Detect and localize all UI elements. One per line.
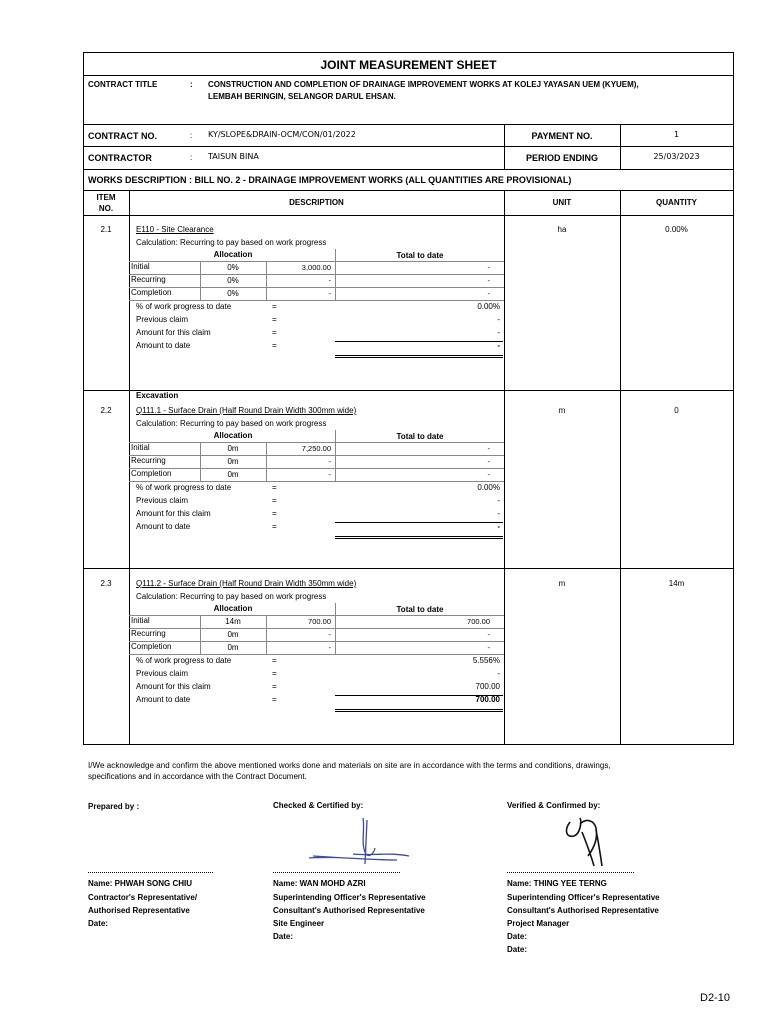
contract-no-value: KY/SLOPE&DRAIN-OCM/CON/01/2022 xyxy=(208,130,356,139)
summary-rule xyxy=(335,522,503,523)
summary-label: % of work progress to date xyxy=(136,483,232,492)
calc-note: Calculation: Recurring to pay based on work progress xyxy=(136,592,327,601)
summary-eq: = xyxy=(272,509,277,518)
item-quantity: 14m xyxy=(668,579,685,588)
payment-no-label: PAYMENT NO. xyxy=(531,131,593,141)
alloc-row-percent: 0% xyxy=(227,276,239,285)
alloc-row-percent: 0% xyxy=(227,289,239,298)
summary-value: - xyxy=(497,522,500,531)
alloc-row-amount: - xyxy=(328,457,331,466)
page-reference: D2-10 xyxy=(700,992,730,1004)
header-item-no-2: NO. xyxy=(98,204,114,213)
alloc-row-amount: 7,250.00 xyxy=(301,444,331,453)
sheet-title: JOINT MEASUREMENT SHEET xyxy=(320,58,497,72)
alloc-row-label: Initial xyxy=(131,443,150,452)
signature-thing-yee-terng xyxy=(560,812,610,870)
item-no: 2.3 xyxy=(100,579,112,588)
alloc-row-total: - xyxy=(487,444,490,453)
summary-double-rule xyxy=(335,536,503,537)
summary-label: Amount for this claim xyxy=(136,509,211,518)
summary-label: % of work progress to date xyxy=(136,302,232,311)
header-quantity: QUANTITY xyxy=(656,198,697,207)
acknowledgement-line2: specifications and in accordance with the Contract Document. xyxy=(88,772,307,781)
summary-value: - xyxy=(497,341,500,350)
summary-value: 0.00% xyxy=(477,302,500,311)
alloc-grid-line xyxy=(129,654,504,655)
verified-by-heading: Verified & Confirmed by: xyxy=(507,801,601,810)
alloc-row-amount: - xyxy=(328,643,331,652)
alloc-row-amount: - xyxy=(328,289,331,298)
verified-date-1: Date: xyxy=(507,932,528,941)
alloc-row-amount: - xyxy=(328,276,331,285)
item-no: 2.1 xyxy=(100,225,112,234)
item-name: Q111.2 - Surface Drain (Half Round Drain Width 350mm wide) xyxy=(136,579,357,588)
alloc-row-percent: 0m xyxy=(227,630,239,639)
allocation-header: Allocation xyxy=(213,250,253,259)
alloc-row-total: - xyxy=(487,470,490,479)
verified-name: Name: THING YEE TERNG xyxy=(507,879,607,888)
verified-role-2: Consultant's Authorised Representative xyxy=(507,906,659,915)
alloc-row-total: - xyxy=(487,276,490,285)
summary-label: Amount for this claim xyxy=(136,328,211,337)
summary-double-rule xyxy=(335,357,503,358)
alloc-grid-line xyxy=(129,641,504,642)
alloc-row-amount: 3,000.00 xyxy=(301,263,331,272)
summary-label: Previous claim xyxy=(136,669,189,678)
period-ending-label: PERIOD ENDING xyxy=(525,153,598,163)
calc-note: Calculation: Recurring to pay based on work progress xyxy=(136,238,327,247)
alloc-row-percent: 0m xyxy=(227,643,239,652)
alloc-grid-line xyxy=(129,274,504,275)
item-unit: m xyxy=(558,579,566,588)
alloc-row-label: Initial xyxy=(131,262,150,271)
alloc-row-total: - xyxy=(487,643,490,652)
summary-eq: = xyxy=(272,315,277,324)
alloc-grid-line xyxy=(129,455,504,456)
alloc-row-label: Recurring xyxy=(131,456,166,465)
summary-value: - xyxy=(497,315,500,324)
works-description: WORKS DESCRIPTION : BILL NO. 2 - DRAINAGE IMPROVEMENT WORKS (ALL QUANTITIES ARE PROVISIONAL) xyxy=(88,175,572,185)
summary-value: - xyxy=(497,669,500,678)
summary-double-rule xyxy=(335,711,503,712)
alloc-grid-line xyxy=(129,468,504,469)
summary-value: - xyxy=(497,496,500,505)
alloc-row-percent: 0m xyxy=(227,470,239,479)
summary-label: % of work progress to date xyxy=(136,656,232,665)
alloc-row-amount: - xyxy=(328,630,331,639)
summary-label: Amount for this claim xyxy=(136,682,211,691)
verified-role-1: Superintending Officer's Representative xyxy=(507,893,660,902)
allocation-header: Allocation xyxy=(213,604,253,613)
alloc-row-total: - xyxy=(487,630,490,639)
item-quantity: 0.00% xyxy=(665,225,688,234)
summary-eq: = xyxy=(272,496,277,505)
summary-eq: = xyxy=(272,656,277,665)
summary-value: 700.00 xyxy=(475,695,500,704)
contract-title-label: CONTRACT TITLE xyxy=(88,80,158,89)
checked-by-heading: Checked & Certified by: xyxy=(273,801,364,810)
alloc-grid-line xyxy=(129,615,504,616)
summary-label: Amount to date xyxy=(136,522,191,531)
payment-no-value: 1 xyxy=(673,130,680,139)
prepared-by-heading: Prepared by : xyxy=(88,802,140,811)
summary-double-rule xyxy=(335,709,503,710)
alloc-row-percent: 0m xyxy=(227,457,239,466)
summary-label: Previous claim xyxy=(136,315,189,324)
alloc-row-percent: 0% xyxy=(227,263,239,272)
item-name: Q111.1 - Surface Drain (Half Round Drain Width 300mm wide) xyxy=(136,406,357,415)
verified-date-2: Date: xyxy=(507,945,528,954)
item-unit: ha xyxy=(557,225,567,234)
total-to-date-header: Total to date xyxy=(396,605,444,614)
summary-label: Amount to date xyxy=(136,695,191,704)
alloc-row-label: Recurring xyxy=(131,629,166,638)
summary-rule xyxy=(335,695,503,696)
summary-eq: = xyxy=(272,695,277,704)
summary-eq: = xyxy=(272,302,277,311)
checked-role-2: Consultant's Authorised Representative xyxy=(273,906,425,915)
summary-eq: = xyxy=(272,483,277,492)
item-heading: Excavation xyxy=(136,391,179,400)
prepared-role-2: Authorised Representative xyxy=(88,906,190,915)
alloc-row-total: - xyxy=(487,289,490,298)
summary-double-rule xyxy=(335,538,503,539)
contract-no-label: CONTRACT NO. xyxy=(88,131,157,141)
alloc-grid-line xyxy=(129,481,504,482)
calc-note: Calculation: Recurring to pay based on work progress xyxy=(136,419,327,428)
prepared-name: Name: PHWAH SONG CHIU xyxy=(88,879,193,888)
prepared-role-1: Contractor's Representative/ xyxy=(88,893,198,902)
signature-wan-mohd-azri xyxy=(305,812,415,870)
item-name: E110 - Site Clearance xyxy=(136,225,214,234)
alloc-grid-line xyxy=(129,287,504,288)
summary-eq: = xyxy=(272,682,277,691)
alloc-row-total: - xyxy=(487,263,490,272)
alloc-row-label: Completion xyxy=(131,288,172,297)
contractor-label: CONTRACTOR xyxy=(88,153,152,163)
summary-value: 5.556% xyxy=(472,656,500,665)
checked-name: Name: WAN MOHD AZRI xyxy=(273,879,366,888)
summary-eq: = xyxy=(272,328,277,337)
summary-label: Amount to date xyxy=(136,341,191,350)
header-unit: UNIT xyxy=(552,198,572,207)
summary-rule xyxy=(335,341,503,342)
alloc-row-amount: 700.00 xyxy=(308,617,331,626)
summary-value: - xyxy=(497,328,500,337)
contract-title-line2: LEMBAH BERINGIN, SELANGOR DARUL EHSAN. xyxy=(208,92,396,101)
verified-sign-line xyxy=(507,872,634,873)
contractor-colon: : xyxy=(190,153,193,162)
item-no: 2.2 xyxy=(100,406,112,415)
item-quantity: 0 xyxy=(674,406,679,415)
header-description: DESCRIPTION xyxy=(289,198,344,207)
alloc-grid-line xyxy=(129,442,504,443)
checked-role-1: Superintending Officer's Representative xyxy=(273,893,426,902)
alloc-row-label: Completion xyxy=(131,469,172,478)
alloc-row-percent: 0m xyxy=(227,444,239,453)
verified-role-3: Project Manager xyxy=(507,919,570,928)
contract-no-colon: : xyxy=(190,131,193,140)
contractor-value: TAISUN BINA xyxy=(208,152,259,161)
period-ending-value: 25/03/2023 xyxy=(653,152,700,161)
item-unit: m xyxy=(558,406,566,415)
alloc-row-percent: 14m xyxy=(225,617,241,626)
summary-eq: = xyxy=(272,341,277,350)
header-item-no-1: ITEM xyxy=(96,193,116,202)
prepared-sign-line xyxy=(88,872,213,873)
alloc-grid-line xyxy=(129,628,504,629)
alloc-grid-line xyxy=(129,300,504,301)
prepared-date: Date: xyxy=(88,919,109,928)
allocation-header: Allocation xyxy=(213,431,253,440)
summary-eq: = xyxy=(272,522,277,531)
alloc-row-amount: - xyxy=(328,470,331,479)
summary-label: Previous claim xyxy=(136,496,189,505)
total-to-date-header: Total to date xyxy=(396,251,444,260)
alloc-row-total: 700.00 xyxy=(467,617,490,626)
summary-value: - xyxy=(497,509,500,518)
total-to-date-header: Total to date xyxy=(396,432,444,441)
summary-value: 700.00 xyxy=(475,682,500,691)
alloc-row-label: Recurring xyxy=(131,275,166,284)
checked-sign-line xyxy=(273,872,400,873)
contract-title-colon: : xyxy=(190,80,193,89)
alloc-row-total: - xyxy=(487,457,490,466)
summary-eq: = xyxy=(272,669,277,678)
contract-title-line1: CONSTRUCTION AND COMPLETION OF DRAINAGE IMPROVEMENT WORKS AT KOLEJ YAYASAN UEM (KYUEM), xyxy=(208,80,639,89)
summary-double-rule xyxy=(335,355,503,356)
checked-role-3: Site Engineer xyxy=(273,919,325,928)
alloc-row-label: Initial xyxy=(131,616,150,625)
checked-date: Date: xyxy=(273,932,294,941)
summary-value: 0.00% xyxy=(477,483,500,492)
alloc-row-label: Completion xyxy=(131,642,172,651)
alloc-grid-line xyxy=(129,261,504,262)
acknowledgement-line1: I/We acknowledge and confirm the above mentioned works done and materials on site are in accordance with the terms and conditions, drawings, xyxy=(88,761,611,770)
